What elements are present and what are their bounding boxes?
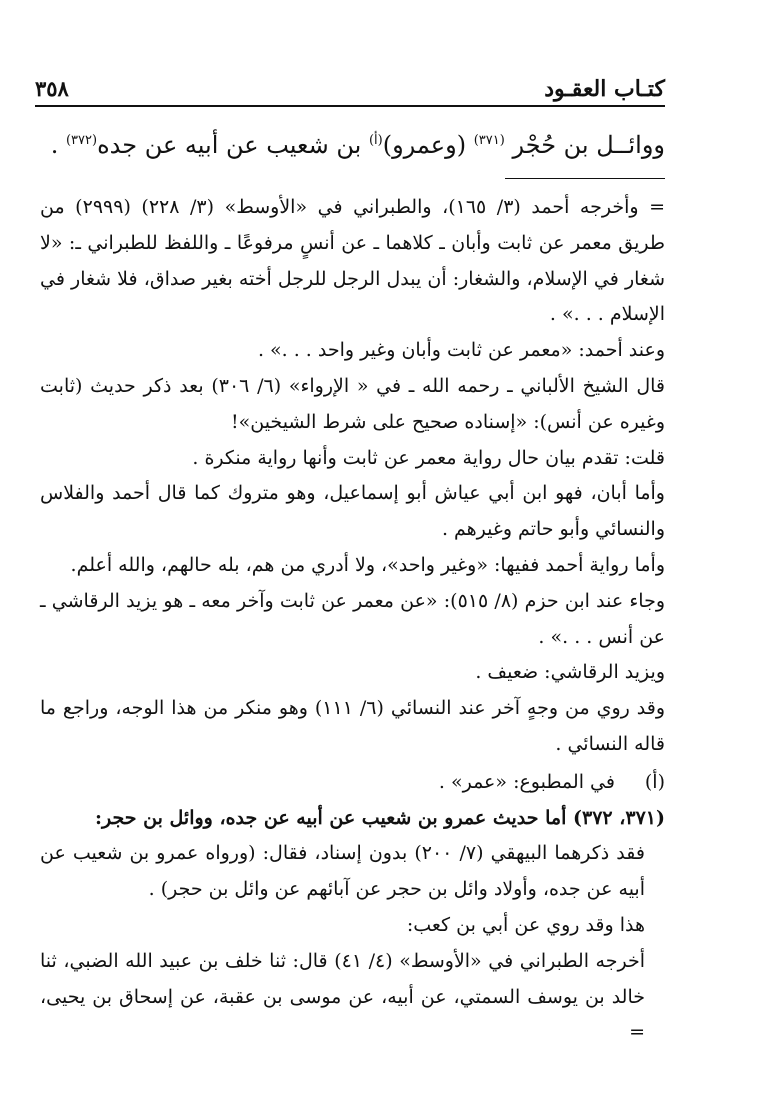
page-number: ٣٥٨ (35, 76, 69, 101)
paragraph: وقد روي من وجهٍ آخر عند النسائي (٦/ ١١١) وهو منكر من هذا الوجه، وراجع ما قاله النسائي . (40, 697, 665, 755)
paragraph: وعند أحمد: «معمر عن ثابت وأبان وغير واحد . . .» . (257, 339, 665, 362)
footnote-a (40, 765, 665, 801)
page-header (35, 76, 665, 102)
footnote-ref-a: (أ) (368, 133, 383, 148)
footnote-ref-371: (٣٧١) (473, 133, 505, 148)
verse-text-part1: ووائــل بن حُجْر (512, 131, 665, 159)
running-title: كتـاب العقـود (544, 76, 665, 102)
paragraph: ويزيد الرقاشي: ضعيف . (475, 661, 665, 684)
footnote-section (40, 190, 665, 1051)
footnote-a-text: في المطبوع: «عمر» . (438, 770, 615, 793)
verse-text-part3: بن شعيب عن أبيه عن جده (97, 131, 362, 159)
footnote-371-372-heading: (٣٧١، ٣٧٢) أما حديث عمرو بن شعيب عن أبيه عن جده، ووائل بن حجر: (95, 806, 665, 829)
paragraph: قال الشيخ الألباني ـ رحمه الله ـ في « الإرواء» (٦/ ٣٠٦) بعد ذكر حديث (ثابت وغيره عن أنس): «إسناده صحيح على شرط الشيخين»! (40, 374, 665, 433)
verse-text-part2: (وعمرو) (382, 131, 467, 159)
footnote-ref-372: (٣٧٢) (65, 133, 98, 148)
main-verse-line (50, 120, 665, 166)
paragraph: = وأخرجه أحمد (٣/ ١٦٥)، والطبراني في «الأوسط» (٣/ ٢٢٨) (٢٩٩٩) من طريق معمر عن ثابت وأبان ـ كلاهما ـ عن أنسٍ مرفوعًا ـ واللفظ للطبراني ـ: «لا شغار في الإسلام، والشغار: أن يبدل الرجل للرجل أخته بغير صداق، فلا شغار في الإسلام . . .» . (40, 196, 665, 326)
header-rule (35, 105, 665, 107)
paragraph: فقد ذكرهما البيهقي (٧/ ٢٠٠) بدون إسناد، فقال: (ورواه عمرو بن شعيب عن أبيه عن جده، وأولاد وائل بن حجر عن آبائهم عن وائل بن حجر) . (40, 842, 645, 901)
paragraph: هذا وقد روي عن أبي بن كعب: (406, 913, 645, 936)
verse-text-part4: . (50, 131, 59, 159)
footnote-a-marker: (أ) (644, 770, 665, 793)
paragraph: وأما رواية أحمد ففيها: «وغير واحد»، ولا أدري من هم، بله حالهم، والله أعلم. (70, 553, 665, 576)
paragraph: قلت: تقدم بيان حال رواية معمر عن ثابت وأنها رواية منكرة . (192, 446, 665, 469)
footnote-separator (505, 178, 665, 179)
paragraph: أخرجه الطبراني في «الأوسط» (٤/ ٤١) قال: ثنا خلف بن عبيد الله الضبي، ثنا خالد بن يوسف السمتي، عن أبيه، عن موسى بن عقبة، عن إسحاق بن يحيى، = (40, 949, 645, 1044)
paragraph: وأما أبان، فهو ابن أبي عياش أبو إسماعيل، وهو متروك كما قال أحمد والفلاس والنسائي وأبو حاتم وغيرهم . (40, 482, 665, 541)
paragraph: وجاء عند ابن حزم (٨/ ٥١٥): «عن معمر عن ثابت وآخر معه ـ هو يزيد الرقاشي ـ عن أنس . . .» . (40, 589, 666, 648)
